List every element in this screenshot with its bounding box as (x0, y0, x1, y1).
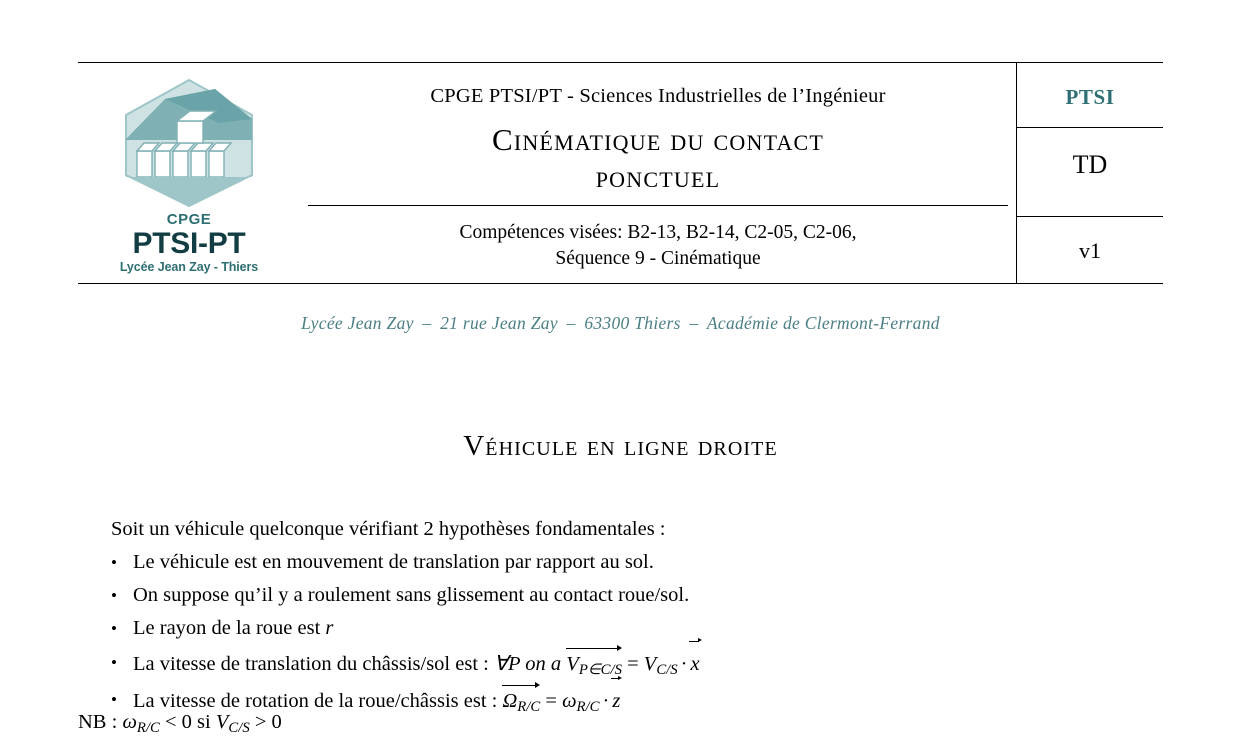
note-omega-subscript: R/C (136, 720, 160, 737)
omega-symbol: Ω (502, 690, 518, 713)
note-prefix: NB : (78, 711, 123, 733)
intro-paragraph: Soit un véhicule quelconque vérifiant 2 hypothèses fondamentales : (111, 518, 666, 540)
hypotheses-list (111, 549, 1111, 724)
list-item (111, 549, 1111, 577)
bullet-marker: • (111, 619, 117, 639)
omega-subscript: R/C (517, 699, 541, 716)
dot-operator: · (602, 690, 610, 713)
document-title-line1: Cinématique du contact (491, 122, 825, 157)
header-bottom-rule (78, 283, 1163, 284)
status-badge: PTSI (1065, 85, 1115, 109)
equals-sign: = (627, 652, 639, 675)
list-item-label (133, 615, 1111, 643)
address-part-3: 63300 Thiers (584, 313, 681, 333)
rotation-text: La vitesse de rotation de la roue/châssis est : (133, 690, 503, 713)
version-label: v1 (1079, 238, 1101, 263)
z-axis-symbol: z (612, 690, 621, 713)
list-item (111, 582, 1111, 610)
header-grid (78, 63, 1163, 283)
address-part-4: Académie de Clermont-Ferrand (706, 313, 940, 333)
document-header (78, 62, 1163, 284)
list-item-label: On suppose qu’il y a roulement sans glissement au contact roue/sol. (133, 584, 690, 607)
omega-vector (502, 686, 540, 718)
bullet-marker: • (111, 586, 117, 606)
velocity-rhs-symbol: V (643, 652, 657, 675)
list-item (111, 615, 1111, 643)
competences-line2: Séquence 9 - Cinématique (555, 247, 761, 269)
radius-symbol: r (325, 617, 334, 640)
note-v-symbol: V (215, 711, 229, 733)
note-line (78, 711, 282, 737)
header-right (1016, 63, 1163, 283)
note-inequality-2: > 0 (249, 711, 282, 733)
address-separator-3: – (689, 313, 699, 333)
omega-rhs-subscript: R/C (576, 699, 600, 716)
address-part-2: 21 rue Jean Zay (440, 313, 558, 333)
velocity-symbol: V (566, 652, 579, 675)
section-title: Véhicule en ligne droite (463, 430, 778, 462)
velocity-subscript: P∈C/S (578, 661, 622, 678)
z-axis-vector (612, 688, 620, 716)
logo-cpge-label: CPGE (166, 211, 212, 228)
omega-rhs-symbol: ω (562, 690, 577, 713)
address-separator-1: – (422, 313, 432, 333)
logo-block (78, 63, 300, 283)
note-v-subscript: C/S (228, 720, 250, 737)
forall-p-expression: ∀P on a (493, 652, 562, 675)
bullet-marker: • (111, 690, 117, 710)
dot-operator: · (680, 652, 688, 675)
translation-text: La vitesse de translation du châssis/sol est : (133, 652, 494, 675)
school-logo-icon (119, 77, 259, 209)
address-line (78, 313, 1163, 334)
address-part-1: Lycée Jean Zay (301, 313, 414, 333)
header-center (300, 63, 1016, 283)
document-title-line2: ponctuel (595, 158, 721, 194)
document-title (308, 122, 1008, 195)
velocity-rhs-subscript: C/S (656, 661, 678, 678)
address-separator-2: – (566, 313, 576, 333)
radius-text: Le rayon de la roue est (133, 617, 326, 640)
equals-sign: = (545, 690, 557, 713)
course-line: CPGE PTSI/PT - Sciences Industrielles de l’Ingénieur (430, 85, 886, 107)
competences-line1: Compétences visées: B2-13, B2-14, C2-05, C2-06, (459, 222, 857, 244)
list-item-label: Le véhicule est en mouvement de translation par rapport au sol. (133, 551, 654, 573)
logo-school-label: Lycée Jean Zay - Thiers (119, 259, 259, 274)
x-axis-symbol: x (690, 652, 700, 675)
bullet-marker: • (111, 553, 117, 572)
note-inequality-1: < 0 si (159, 711, 216, 733)
document-type-label: TD (1072, 150, 1108, 179)
competences-block (308, 206, 1008, 283)
bullet-marker: • (111, 652, 117, 672)
logo-name-label: PTSI-PT (132, 227, 246, 260)
note-omega-symbol: ω (122, 711, 137, 733)
x-axis-vector (690, 651, 699, 679)
